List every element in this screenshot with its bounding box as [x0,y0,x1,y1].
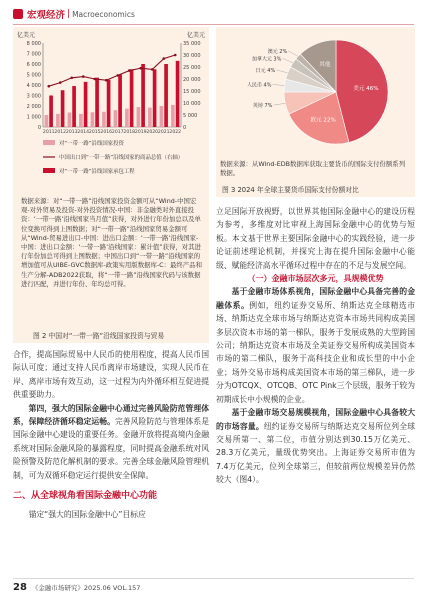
pie-leader-line [288,51,298,56]
left-tick-label: 4 000 [26,83,41,89]
investment-bar [171,105,175,127]
pie-slice-label: 其他 [319,61,331,68]
left-tick-label: 8 000 [26,41,41,47]
right-tick-label: 5 000 [183,113,198,119]
pie-leader-line [273,103,285,105]
figure-2-caption: 图 2 中国对“一带一路”沿线国家投资与贸易 [33,332,165,340]
investment-bar [45,115,49,127]
export-point [93,78,96,81]
paragraph-lead: 基于金融市场交易规模视角，国际金融中心具备较大的市场容量。 [216,408,415,431]
figure-3-source: 数据来源：从Wind-EDB数据库获取主要货币的国际支付份额系列数据。 [220,160,406,178]
investment-bar [56,114,60,127]
left-tick-label: 5 000 [26,72,41,79]
page-number: 28 [13,582,27,593]
export-point [151,68,154,71]
investment-bar [125,109,129,127]
export-point [47,85,50,88]
right-tick-label: 25 000 [183,65,201,71]
contract-bar [164,64,168,127]
investment-bar [160,106,164,127]
x-tick-label: 2011 [42,130,55,135]
figure-2-box [13,27,209,343]
right-tick-label: 15 000 [183,89,201,95]
pie-leader-line [282,58,293,62]
investment-bar [91,112,95,127]
section-separator: | [67,9,71,19]
right-tick-label: 10 000 [183,101,201,107]
pie-slice-label: 人民币 4% [246,82,272,89]
left-tick-label: 1 000 [26,114,41,121]
investment-bar [102,112,106,127]
figure-2-chart [13,27,209,197]
contract-bar [49,96,53,128]
contract-bar [141,64,145,127]
right-column [216,205,415,487]
page-footer [13,582,140,593]
investment-bar [137,107,141,127]
export-point [105,79,108,82]
contract-bar [72,86,76,127]
figure-3-chart [216,27,415,157]
paragraph [216,285,415,406]
subsection-heading: （一）金融市场层次多元，具规模优势 [247,274,384,284]
left-tick-label: 3 000 [26,93,41,100]
contract-bar [118,75,122,128]
right-tick-label: 0 [183,125,187,131]
section-title-en: Macroeconomics [72,9,135,19]
x-tick-label: 2021 [157,130,170,135]
paragraph-body: 纽约证券交易所与纳斯达克交易所位列全球交易所第一、第二位，市值分别达到30.15万亿美元、28.3万亿美元，量级优势突出。上海证券交易所市值为7.4万亿美元，位列全球第三，但较前两位规模差异仍然较大（图4）。 [216,421,416,485]
x-tick-label: 2012 [54,130,67,135]
legend-label: 对“一带一路”沿线国家承包工程 [59,169,135,175]
investment-bar [68,113,72,127]
left-tick-label: 7 000 [26,51,41,58]
paragraph: 合作，提高国际贸易中人民币的使用程度，提高人民币国际认可度；通过支持人民币离岸市场建设，实现人民币在岸、离岸市场有效互动，这一过程为内外循环相互促进提供重要助力。 [13,350,209,400]
section-logo-icon [13,9,23,19]
pie-slice-label: 英镑 7% [252,103,273,110]
pie-slice-label: 日元 4% [255,67,276,74]
journal-info: 《金融市场研究》2025.06 VOL.157 [31,584,141,592]
paragraph-body: 例如，纽约证券交易所、纳斯达克全球精选市场、纳斯达克全球市场与纳斯达克资本市场共同构成美国多层次资本市场的第一梯队，服务于发展成熟的大型跨国公司；纳斯达克资本市场及全美证券交易所构成美国资本市场的第二梯队，服务于高科技企业和成长型的中小企业；场外交易市场构成美国资本市场的第三梯队，进一步分为OTCQX、OTCQB、OTC Pink三个层级，服务于较为初期成长中小规模的企业。 [216,300,416,404]
left-tick-label: 2 000 [26,104,41,110]
page-header [13,7,135,21]
x-tick-label: 2013 [65,130,78,135]
x-tick-label: 2020 [146,130,159,135]
legend-swatch [43,168,55,173]
legend-swatch [43,140,55,145]
contract-bar [84,82,88,127]
paragraph-lead: 基于金融市场体系视角，国际金融中心具备完善的金融体系。 [216,287,415,310]
figure-2-source: 数据来源：对“一带一路”沿线国家投资金额可从“Wind-中国宏观-对外贸易及投资-对外投资情况-中国：非金融类对外直接投资：‘一带一路’沿线国家当月值”获得，对外进行年份加总以及单位变换可得到上图数据；对“一带一路”沿线国家贸易金额可从“Wind-贸易进出口-中国：进出口金额：‘一带一路’沿线国家-中国：进出口金额：‘一带一路’沿线国家：累计值”获得，对其进行年份加总可得到上图数据；中国出口到“一带一路”沿线国家的增加值可从UIBE-GVC数据库-政策实用版数据库-C：最终产品和生产分解-ADB2022获取，将“一带一路”沿线国家代码与该数据进行匹配，并进行年份、年均总可得。 [21,197,202,288]
contract-bar [130,69,134,127]
left-axis-unit: 亿美元 [17,32,36,39]
contract-bar [95,78,99,127]
paragraph [216,406,415,486]
investment-bar [148,108,152,127]
figure-3-caption: 图 3 2024 年全球主要货币国际支付份额对比 [222,186,359,194]
export-point [139,67,142,70]
pie-slice-label: 美元 46% [353,86,379,93]
export-point [59,81,62,84]
x-tick-label: 2015 [88,130,101,135]
header-rule [13,24,414,25]
export-point [70,77,73,80]
legend-label: 对“一带一路”沿线国家投资 [59,141,124,147]
export-point [82,75,85,78]
pie-slice-label: 澳元 2% [267,48,288,55]
export-point [128,69,131,72]
right-tick-label: 35 000 [183,41,201,47]
left-tick-label: 6 000 [26,62,41,68]
figure-3-box [216,27,415,197]
right-tick-label: 30 000 [183,53,201,59]
paragraph-body: 完善风险防范与管理体系是国际金融中心建设的重要任务。金融开放将提高境内金融系统对国际金融风险的暴露程度，同时提高金融系统对风险预警及防范化解机制的要求。完善全球金融风险管理机制，可为双循环稳定运行提供安全保障。 [13,417,210,480]
export-point [162,57,165,60]
x-tick-label: 2018 [123,130,136,135]
legend-label: 中国出口到“一带一路”沿线国家的商品总值（右轴） [59,155,184,161]
contract-bar [153,69,157,127]
pie-leader-line [276,70,287,73]
pie-slice-label: 欧元 22% [310,117,336,124]
right-axis-unit: 亿美元 [186,32,205,39]
section-title: 宏观经济 [27,10,66,21]
investment-bar [79,114,83,127]
x-tick-label: 2014 [77,130,90,135]
export-point [116,74,119,77]
footer-rule [13,578,414,579]
section-heading: 二、从全球视角看国际金融中心功能 [13,491,158,502]
x-tick-label: 2016 [100,130,113,135]
x-tick-label: 2017 [111,130,124,135]
x-tick-label: 2022 [169,130,182,135]
right-tick-label: 20 000 [183,77,201,83]
paragraph: 立足国际开放视野，以世界其他国际金融中心的建设历程为参考，多维度对比审视上海国际金融中心的优势与短板。本文基于世界主要国际金融中心的实践经验，进一步论证前述理论机制，并探究上海在提升国际金融中心能级、赋能经济高水平循环过程中存在的不足与发展空间。 [216,207,415,270]
contract-bar [107,80,111,127]
paragraph [13,402,209,482]
left-column [13,348,209,522]
left-tick-label: 0 [37,125,41,131]
paragraph-lead: 第四，强大的国际金融中心通过完善风险防范管理体系，保障经济循环稳定运畅。 [13,403,209,427]
pie-slice-label: 加拿大元 3% [251,56,282,63]
export-point [174,54,177,57]
investment-bar [114,110,118,127]
contract-bar [176,61,180,127]
pie-leader-line [272,84,284,85]
x-tick-label: 2019 [134,130,147,135]
paragraph: 锚定“强大的国际金融中心”目标应 [28,510,146,520]
contract-bar [61,90,65,127]
